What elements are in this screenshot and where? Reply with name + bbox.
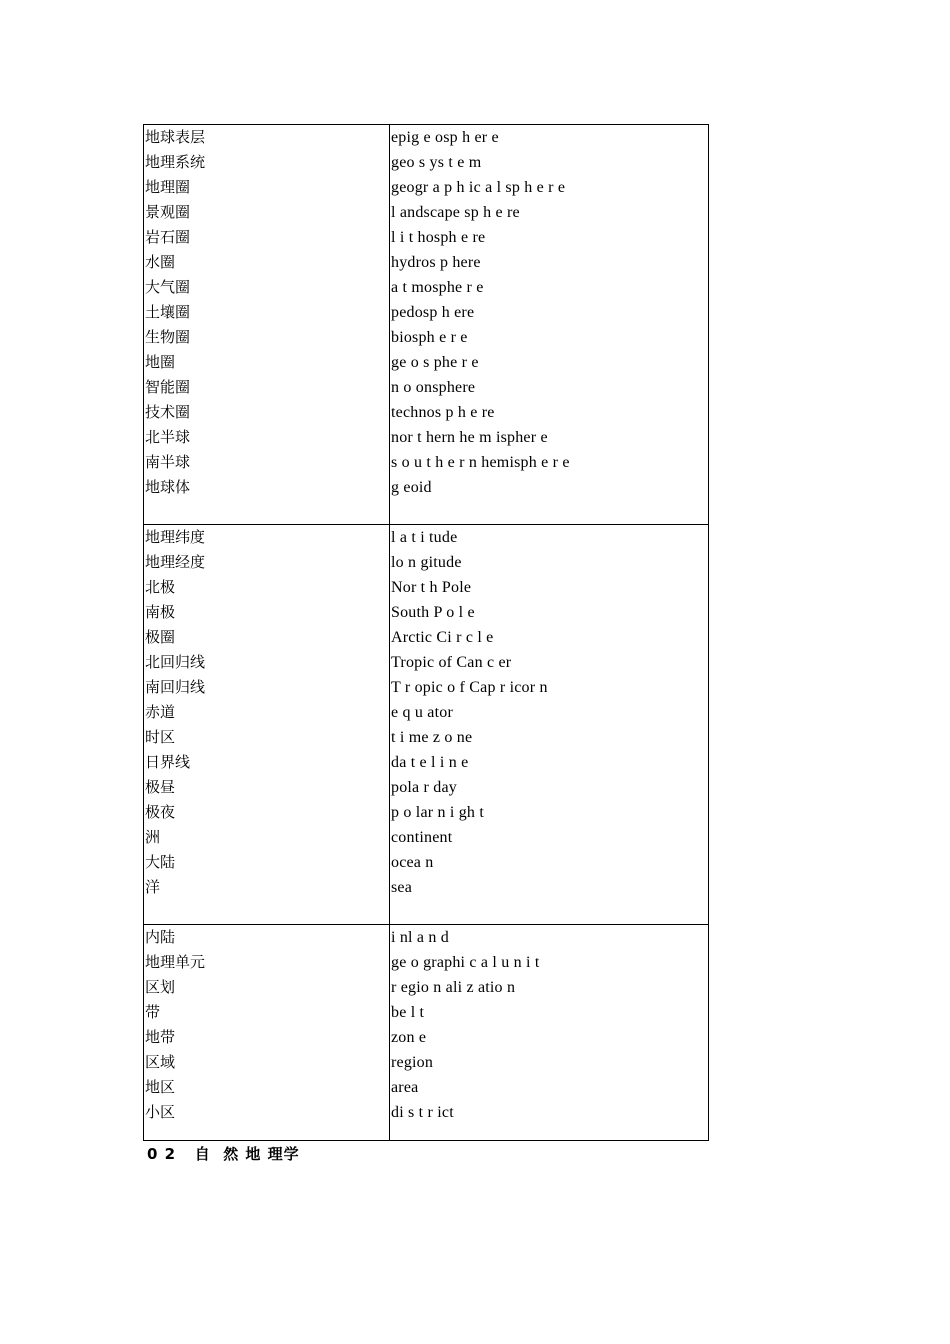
english-term: area <box>391 1079 419 1096</box>
english-term-column <box>390 125 708 524</box>
chinese-term: 日界线 <box>145 753 191 771</box>
english-term: pola r day <box>391 779 457 796</box>
chinese-term: 带 <box>145 1003 161 1021</box>
chinese-term: 北极 <box>145 578 176 596</box>
english-term-column <box>390 525 708 924</box>
chinese-term: 地理纬度 <box>145 528 206 546</box>
english-term: e q u ator <box>391 704 453 721</box>
chinese-term: 极昼 <box>145 778 176 796</box>
chinese-term: 地球体 <box>145 478 191 496</box>
english-term: t i me z o ne <box>391 729 473 746</box>
chinese-term: 生物圈 <box>145 328 191 346</box>
chinese-term: 大陆 <box>145 853 176 871</box>
chinese-term: 地圈 <box>145 353 176 371</box>
english-term: ge o s phe r e <box>391 354 479 371</box>
english-term: pedosp h ere <box>391 304 475 321</box>
english-term: i nl a n d <box>391 929 449 946</box>
english-term: s o u t h e r n hemisph e r e <box>391 454 570 471</box>
chinese-term: 技术圈 <box>145 403 191 421</box>
chinese-term: 岩石圈 <box>145 228 191 246</box>
english-term: g eoid <box>391 479 432 496</box>
english-term: a t mosphe r e <box>391 279 484 296</box>
english-term: geogr a p h ic a l sp h e r e <box>391 179 566 196</box>
english-term: l i t hosph e re <box>391 229 486 246</box>
chinese-term: 地理系统 <box>145 153 206 171</box>
english-term: Nor t h Pole <box>391 579 472 596</box>
english-term: sea <box>391 879 413 896</box>
chinese-term: 地理经度 <box>145 553 206 571</box>
chinese-term: 智能圈 <box>145 378 191 396</box>
chinese-term: 土壤圈 <box>145 303 191 321</box>
chinese-term-column <box>144 125 390 524</box>
english-term: zon e <box>391 1029 427 1046</box>
chinese-term-column <box>144 925 390 1140</box>
english-term: p o lar n i gh t <box>391 804 484 821</box>
english-term: geo s ys t e m <box>391 154 482 171</box>
chinese-term: 小区 <box>145 1103 176 1121</box>
chinese-term: 南半球 <box>145 453 191 471</box>
chinese-term: 内陆 <box>145 928 176 946</box>
chinese-term: 北回归线 <box>145 653 206 671</box>
chinese-term: 地理圈 <box>145 178 191 196</box>
english-term: n o onsphere <box>391 379 476 396</box>
english-term: South P o l e <box>391 604 475 621</box>
glossary-section-coordinates <box>143 524 709 925</box>
glossary-table <box>143 124 709 1141</box>
english-term: ge o graphi c a l u n i t <box>391 954 540 971</box>
chinese-term: 洲 <box>145 828 161 846</box>
glossary-section-earth-spheres <box>143 124 709 525</box>
glossary-section-regions <box>143 924 709 1141</box>
chinese-term-column <box>144 525 390 924</box>
chinese-term: 区划 <box>145 978 176 996</box>
english-term: biosph e r e <box>391 329 468 346</box>
chinese-term: 极圈 <box>145 628 176 646</box>
chinese-term: 时区 <box>145 728 176 746</box>
english-term: region <box>391 1054 434 1071</box>
english-term: Arctic Ci r c l e <box>391 629 494 646</box>
english-term: be l t <box>391 1004 425 1021</box>
english-term-column <box>390 925 708 1140</box>
english-term: r egio n ali z atio n <box>391 979 516 996</box>
chinese-term: 洋 <box>145 878 161 896</box>
chinese-term: 赤道 <box>145 703 176 721</box>
chinese-term: 地带 <box>145 1028 176 1046</box>
english-term: Tropic of Can c er <box>391 654 512 671</box>
chinese-term: 北半球 <box>145 428 191 446</box>
chinese-term: 水圈 <box>145 253 176 271</box>
english-term: epig e osp h er e <box>391 129 499 146</box>
chinese-term: 大气圈 <box>145 278 191 296</box>
chinese-term: 南回归线 <box>145 678 206 696</box>
section-heading: 0 2 自 然 地 理学 <box>147 1145 300 1163</box>
english-term: hydros p here <box>391 254 481 271</box>
english-term: continent <box>391 829 453 846</box>
chinese-term: 区域 <box>145 1053 176 1071</box>
english-term: technos p h e re <box>391 404 495 421</box>
english-term: nor t hern he m ispher e <box>391 429 548 446</box>
chinese-term: 极夜 <box>145 803 176 821</box>
english-term: l a t i tude <box>391 529 458 546</box>
chinese-term: 地球表层 <box>145 128 206 146</box>
english-term: da t e l i n e <box>391 754 469 771</box>
english-term: di s t r ict <box>391 1104 454 1121</box>
chinese-term: 地理单元 <box>145 953 206 971</box>
chinese-term: 地区 <box>145 1078 176 1096</box>
english-term: ocea n <box>391 854 434 871</box>
english-term: T r opic o f Cap r icor n <box>391 679 548 696</box>
chinese-term: 南极 <box>145 603 176 621</box>
english-term: lo n gitude <box>391 554 462 571</box>
chinese-term: 景观圈 <box>145 203 191 221</box>
english-term: l andscape sp h e re <box>391 204 520 221</box>
